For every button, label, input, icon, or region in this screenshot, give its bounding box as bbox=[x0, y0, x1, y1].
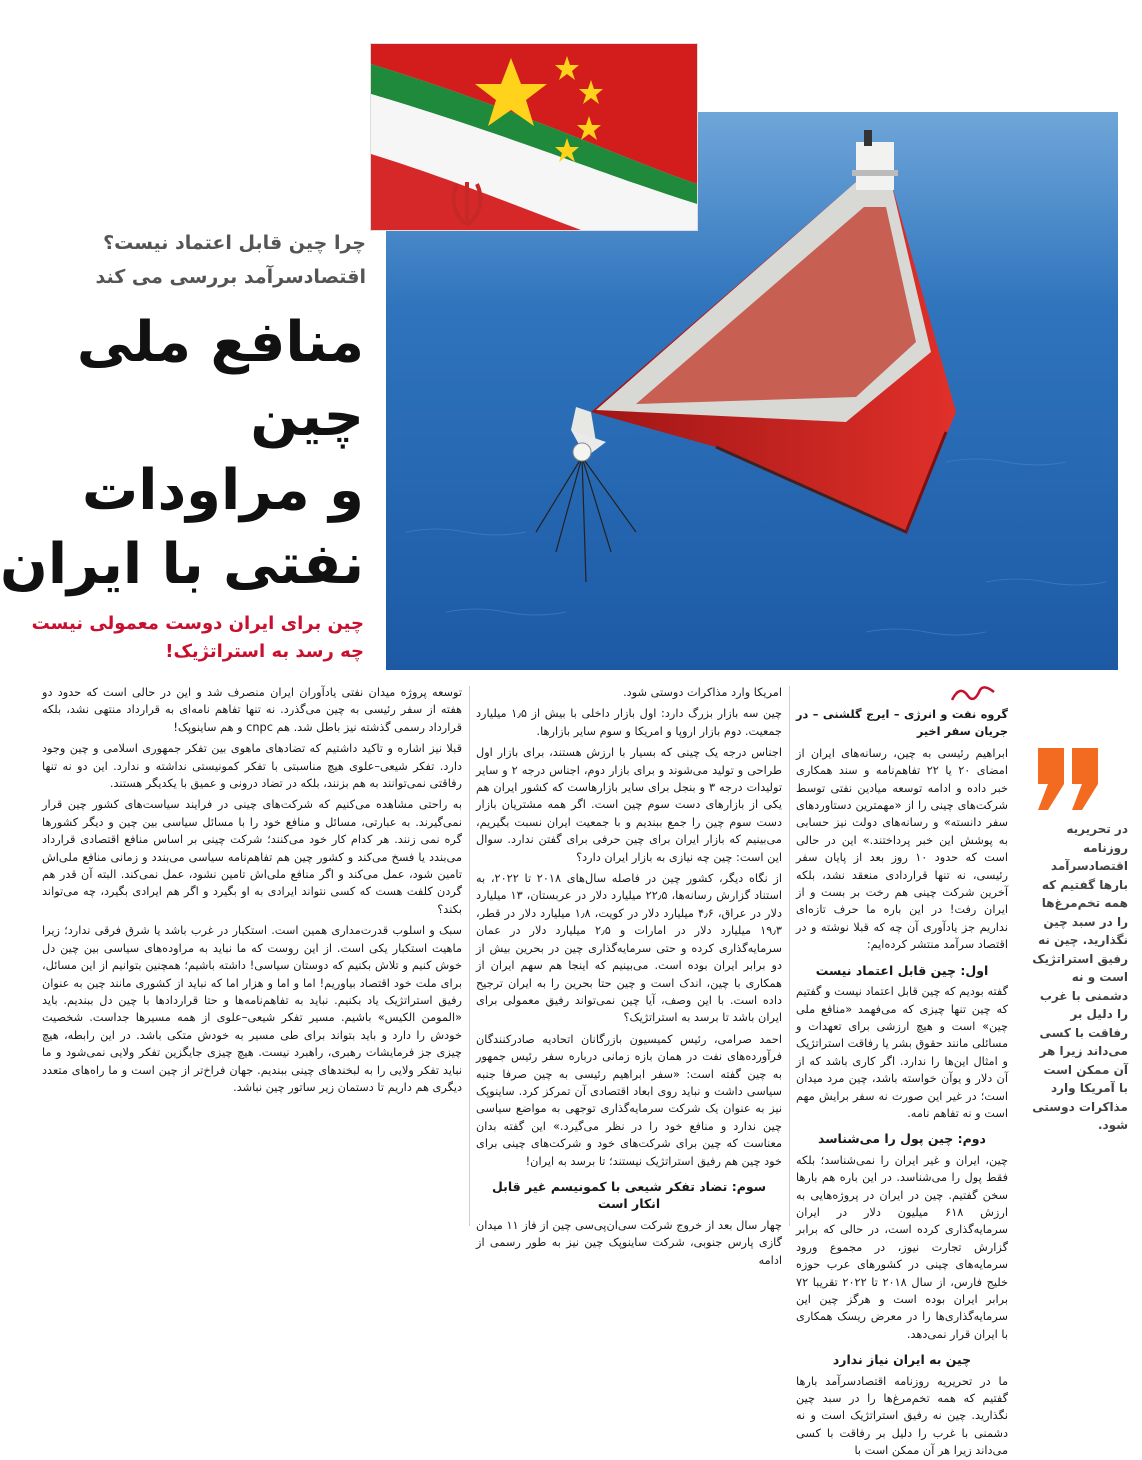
deck-subheadline bbox=[31, 610, 364, 666]
headline-line-3: و مراودات bbox=[81, 458, 364, 523]
flags-illustration bbox=[371, 44, 697, 230]
paragraph: ابراهیم رئیسی به چین، رسانه‌های ایران از امضای ۲۰ یا ۲۲ تفاهم‌نامه و سند همکاری خبر داده و ادامه توسعه میادین نفتی توسط شرکت‌های چینی را از «مهمترین دستاوردهای سفر دانسته» و رسانه‌های دولت نیز حسابی به پوشش این خبر پرداختند.» این در حالی است که حدود ۱۰ روز بعد از پایان سفر رئیسی، نه تنها قراردادی منعقد نشد، بلکه آخرین شرکت چینی هم رخت بر بست و از ایران رفت! در این باره ما حرف تازه‌ای نداریم جز یادآوری آن چه که قبلا نوشته و در اقتصاد سرآمد منتشر کرده‌ایم: bbox=[796, 746, 1008, 952]
headline-line-2: چین bbox=[250, 384, 364, 449]
headline bbox=[0, 306, 364, 602]
paragraph: به راحتی مشاهده می‌کنیم که شرکت‌های چینی در فرایند سیاست‌های کشور چین قرار نمی‌گیرند. به عبارتی، مسائل و منافع خود را با مسائل سیاسی بین چین و دیگر کشورها گره نمی زنند. هر کدام کار خود می‌کنند؛ شرکت چینی بر اساس منافع اقتصادی قرارداد می‌بندد یا فسخ می‌کند و کشور چین هم تفاهم‌نامه سیاسی می‌بندد و زمانی منافع ملی‌اش تامین شود، عمل می‌کند و اگر منافع ملی‌اش تامین نشود، عمل نمی‌کند. البته آن قدر هم گردن کلفت هست که کسی نتواند ایرادی به او بگیرد و اگر هم ایرادی بگیرد، چه می‌تواند بکند؟ bbox=[42, 798, 462, 916]
paragraph: سبک و اسلوب قدرت‌مداری همین است. استکبار در غرب باشد یا شرق فرقی ندارد؛ زیرا ماهیت استکبار یکی است. از این روست که ما نباید به مراوده‌های سیاسی بین چین دل خوش کنیم و تلاش بکنیم که دوستان سیاسی! داشته باشیم؛ همچنین بتوانیم از این مسائل، برای ملت خود اقتصاد بیاوریم! اما و اما و هزار اما که نباید از کشوری مانند چین به عنوان رفیق استراتژیک یاد بکنیم. نباید به تفاهم‌نامه‌ها و حتا قراردادها با چین دل ببندیم. باید «المومن الکیس» باشیم. مسیر تفکر شیعی–علوی از همه مسیرها جداست. شخصیت خودش را دارد و باید بتواند برای طی مسیر به خودش متکی باشد. در این رابطه، هیچ چیزی جز فرمایشات رهبری، راهبرد نیست. هیچ چیزی جایگزین تفکر ولایی نمی‌شود و ما نباید تفکر ولایی را به لبخندهای چینی ببندیم. جهان فراخ‌تر از چین است و ما راه‌های متعدد دیگری هم داریم تا دستمان زیر ساتور چین نباشد. bbox=[42, 924, 462, 1094]
article-column-2 bbox=[476, 684, 782, 1267]
article-column-1 bbox=[796, 706, 1008, 1458]
paragraph: چهار سال بعد از خروج شرکت سی‌ان‌پی‌سی چین از فاز ۱۱ میدان گازی پارس جنوبی، شرکت ساینوپک چین نیز به طور رسمی از ادامه bbox=[476, 1218, 782, 1267]
paragraph: چین سه بازار بزرگ دارد: اول بازار داخلی با بیش از ۱٫۵ میلیارد جمعیت. دوم بازار اروپا و امریکا و سوم سایر بازارها. bbox=[476, 707, 782, 738]
column-divider bbox=[789, 686, 790, 1226]
section-heading: چین به ایران نیاز ندارد bbox=[832, 1352, 972, 1368]
paragraph: قبلا نیز اشاره و تاکید داشتیم که تضادهای ماهوی بین تفکر جمهوری اسلامی و چین وجود دارد. تفکر شیعی–علوی هیچ مناسبتی با تفکر کمونیستی نداشته و ندارد. این دو نه تنها رفاقتی نمی‌توانند به هم بزنند، بلکه در تضاد درونی و عمیق با یکدیگر هستند. bbox=[42, 742, 462, 791]
headline-line-1: منافع ملی bbox=[76, 310, 364, 375]
byline: گروه نفت و انرژی – ایرج گلشنی – در جریان سفر اخیر bbox=[796, 708, 1008, 739]
author-signature-icon bbox=[948, 682, 1000, 706]
deck-line-1: چین برای ایران دوست معمولی نیست bbox=[31, 613, 364, 634]
kicker-subtitle: اقتصادسرآمد بررسی می کند bbox=[95, 266, 366, 288]
headline-line-4: نفتی با ایران bbox=[0, 532, 364, 597]
section-heading: اول: چین قابل اعتماد نیست bbox=[815, 962, 989, 978]
paragraph: ما در تحریریه روزنامه اقتصادسرآمد بارها گفتیم که همه تخم‌مرغ‌ها را در سبد چین نگذارید. چین نه رفیق استراتژیک است و نه دشمنی با غرب را دلیل بر رفاقت با کسی می‌داند زیرا هر آن ممکن است با bbox=[796, 1374, 1008, 1458]
section-heading: دوم: چین پول را می‌شناسد bbox=[818, 1131, 986, 1147]
article-column-3 bbox=[42, 684, 462, 1229]
kicker-question: چرا چین قابل اعتماد نیست؟ bbox=[103, 232, 366, 254]
section-heading: سوم: تضاد تفکر شیعی با کمونیسم غیر قابل انکار است bbox=[491, 1178, 767, 1212]
paragraph: گفته بودیم که چین قابل اعتماد نیست و گفتیم که چین تنها چیزی که می‌فهمد «منافع ملی چین» است و هیچ ارزشی برای تعهدات و مسائلی مانند حقوق بشر یا رفاقت استراتژیک و امثال این‌ها را ندارد. اگر کاری باشد که از آن دلار و یوآن خواسته باشد، چین مرد میدان است؛ در غیر این صورت نه سفر برایش مهم است و نه تفاهم نامه. bbox=[796, 985, 1008, 1120]
paragraph: توسعه پروژه میدان نفتی یادآوران ایران منصرف شد و این در حالی است که حدود دو هفته از سفر رئیسی به چین می‌گذرد. نه تنها تفاهم نامه‌ای به قرارداد منتهی نشد، بلکه قرارداد رسمی گذشته نیز باطل شد. هم cnpc و هم ساینوپک! bbox=[42, 686, 462, 734]
paragraph: از نگاه دیگر، کشور چین در فاصله سال‌های ۲۰۱۸ تا ۲۰۲۲، به استناد گزارش رسانه‌ها، ۲۲٫۵ میلیارد دلار در عربستان، ۱۳ میلیارد دلار در عراق، ۴٫۶ میلیارد دلار در کویت، ۱٫۸ میلیارد دلار در قطر، ۱۹٫۳ میلیارد دلار در امارات و ۲٫۵ میلیارد دلار در عمان سرمایه‌گذاری کرده و حتی سرمایه‌گذاری چین در بحرین بیش از دو برابر ایران بوده است. می‌بینیم که اینجا هم سهم ایران از همکاری با چین، اندک است و چین حتا بحرین را به ایران ترجیح داده است. با این وصف، آیا چین نمی‌تواند رفیق معمولی برای ایران باشد تا برسد به استراتژیک؟ bbox=[476, 872, 782, 1025]
quote-mark-icon bbox=[1034, 738, 1104, 818]
column-divider bbox=[469, 686, 470, 1226]
paragraph: چین، ایران و غیر ایران را نمی‌شناسد؛ بلکه فقط پول را می‌شناسد. در این باره هم بارها سخن گفتیم. چین در ایران در پروژه‌هایی به ارزش ۶۱۸ میلیون دلار در ایران سرمایه‌گذاری کرده است، در حالی که برابر گزارش تجارت نیوز، در مجموع ورود سرمایه‌های چینی در کشورهای عرب حوزه خلیج فارس، از سال ۲۰۱۸ تا ۲۰۲۲ تقریبا ۷۲ برابر ایران بوده است و هرگز چین این سرمایه‌گذاری‌ها را در معرض ریسک همکاری با ایران قرار نمی‌دهد. bbox=[796, 1153, 1008, 1341]
paragraph: احمد صرامی، رئیس کمیسیون بازرگانان اتحادیه صادرکنندگان فرآورده‌های نفت در همان بازه زمانی درباره سفر رئیس جمهور به چین گفته است: «سفر ابراهیم رئیسی به چین صرفا جنبه سیاسی داشت و نباید روی ابعاد اقتصادی آن تمرکز کرد. ساینوپک نیز به عنوان یک شرکت سرمایه‌گذاری توجهی به مواضع سیاسی چین ندارد و منافع خود را در نظر می‌گیرد.» این گفته بدان معناست که چین برای شرکت‌های خود و شرکت‌های چینی برای خود چین هم رفیق استراتژیک نیستند؛ تا برسد به ایران! bbox=[476, 1032, 782, 1168]
iran-china-flags-image bbox=[371, 44, 697, 230]
deck-line-2: چه رسد به استراتژیک! bbox=[165, 641, 364, 662]
paragraph: اجناس درجه یک چینی که بسیار با ارزش هستند، برای بازار اول طراحی و تولید می‌شوند و برای بازار دوم، اجناس درجه ۲ و سایر تولیدات درجه ۳ و بنجل برای سایر بازارهاست که کشور ایران هم یکی از بازارهای دست سوم چین است. اگر همه مشتریان بازار دست سوم چین را جمع ببندیم و با جمعیت ایران نسبت بگیریم، می‌بینیم که بازار ایران برای چین حرفی برای گفتن ندارد. سوال این است: چین چه نیازی به بازار ایران دارد؟ bbox=[476, 746, 782, 864]
paragraph: امریکا وارد مذاکرات دوستی شود. bbox=[623, 686, 782, 699]
pull-quote: در تحریریه روزنامه اقتصادسرآمد بارها گفتیم که همه تخم‌مرغ‌ها را در سبد چین نگذارید. چین نه رفیق استراتژیک است و نه دشمنی با غرب را دلیل بر رفاقت با کسی می‌داند زیرا هر آن ممکن است با آمریکا وارد مذاکرات دوستی شود. bbox=[1032, 822, 1128, 1132]
